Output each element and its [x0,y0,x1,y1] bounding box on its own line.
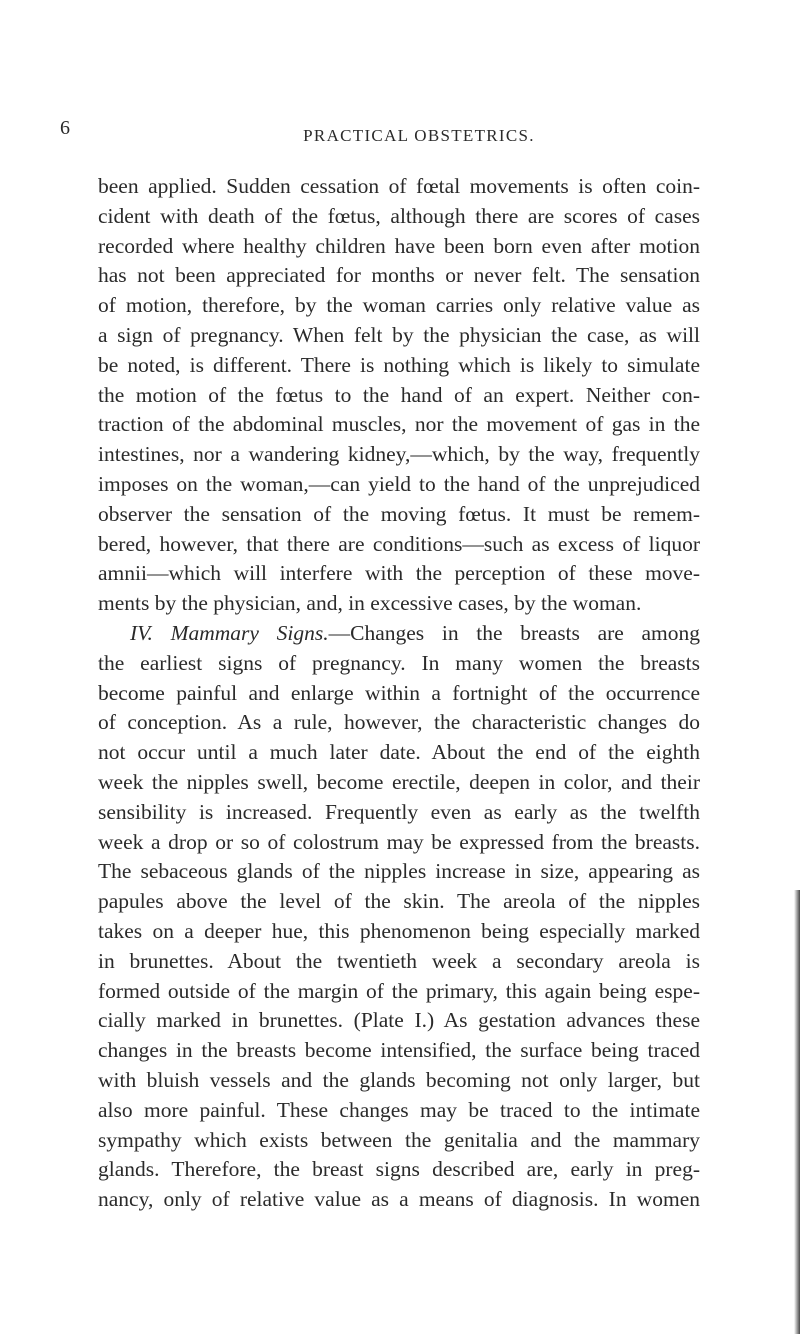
text-line: become painful and enlarge within a fortnight of the occurrence [98,680,700,705]
text-line: week the nipples swell, become erectile, deepen in color, and their [98,769,700,794]
text-line: imposes on the woman,—can yield to the hand of the unprejudiced [98,471,700,496]
running-title-text: PRACTICAL OBSTETRICS. [303,126,535,145]
text-line: intestines, nor a wandering kidney,—which, by the way, frequently [98,442,700,467]
text-line: of motion, therefore, by the woman carries only relative value as [98,293,700,318]
section-numeral: IV. [130,620,153,645]
text-line: observer the sensation of the moving fœtus. It must be remem- [98,501,700,526]
text-line: been applied. Sudden cessation of fœtal movements is often coin- [98,174,700,198]
text-line: bered, however, that there are conditions—such as excess of liquor [98,531,700,556]
section-lead-text: —Changes in the breasts are among [328,620,701,645]
text-line: glands. Therefore, the breast signs described are, early in preg- [98,1157,700,1182]
text-line: the motion of the fœtus to the hand of an expert. Neither con- [98,382,700,407]
text-line: nancy, only of relative value as a means of diagnosis. In women [98,1187,700,1212]
text-line: amnii—which will interfere with the perception of these move- [98,561,700,586]
section-heading-line [98,619,700,649]
text-line: cially marked in brunettes. (Plate I.) As gestation advances these [98,1008,700,1033]
text-line: of conception. As a rule, however, the characteristic changes do [98,710,700,735]
text-line: a sign of pregnancy. When felt by the physician the case, as will [98,322,700,347]
page-number: 6 [60,117,70,139]
text-line: week a drop or so of colostrum may be expressed from the breasts. [98,829,700,854]
text-line: not occur until a much later date. About the end of the eighth [98,740,700,765]
text-line: takes on a deeper hue, this phenomenon being especially marked [98,918,700,943]
text-line: changes in the breasts become intensified, the surface being traced [98,1038,700,1063]
text-line: with bluish vessels and the glands becoming not only larger, but [98,1067,700,1092]
text-line: traction of the abdominal muscles, nor the movement of gas in the [98,412,700,437]
page-edge-shadow [794,890,800,1334]
text-line: recorded where healthy children have been born even after motion [98,233,700,258]
text-line: has not been appreciated for months or never felt. The sensation [98,263,700,288]
text-line: be noted, is different. There is nothing which is likely to simulate [98,352,700,377]
text-line: sensibility is increased. Frequently even as early as the twelfth [98,799,700,824]
text-line: in brunettes. About the twentieth week a secondary areola is [98,948,700,973]
text-line: The sebaceous glands of the nipples increase in size, appearing as [98,859,700,884]
text-line: sympathy which exists between the genitalia and the mammary [98,1127,700,1152]
body-text [98,172,700,1215]
text-line: formed outside of the margin of the primary, this again being espe- [98,978,700,1003]
text-line: cident with death of the fœtus, although there are scores of cases [98,203,700,228]
text-line: also more painful. These changes may be traced to the intimate [98,1097,700,1122]
text-line: papules above the level of the skin. The areola of the nipples [98,889,700,914]
running-title [0,126,800,146]
text-line: ments by the physician, and, in excessive cases, by the woman. [98,591,642,616]
section-title: Mammary Signs. [170,620,329,645]
text-line: the earliest signs of pregnancy. In many women the breasts [98,650,700,675]
